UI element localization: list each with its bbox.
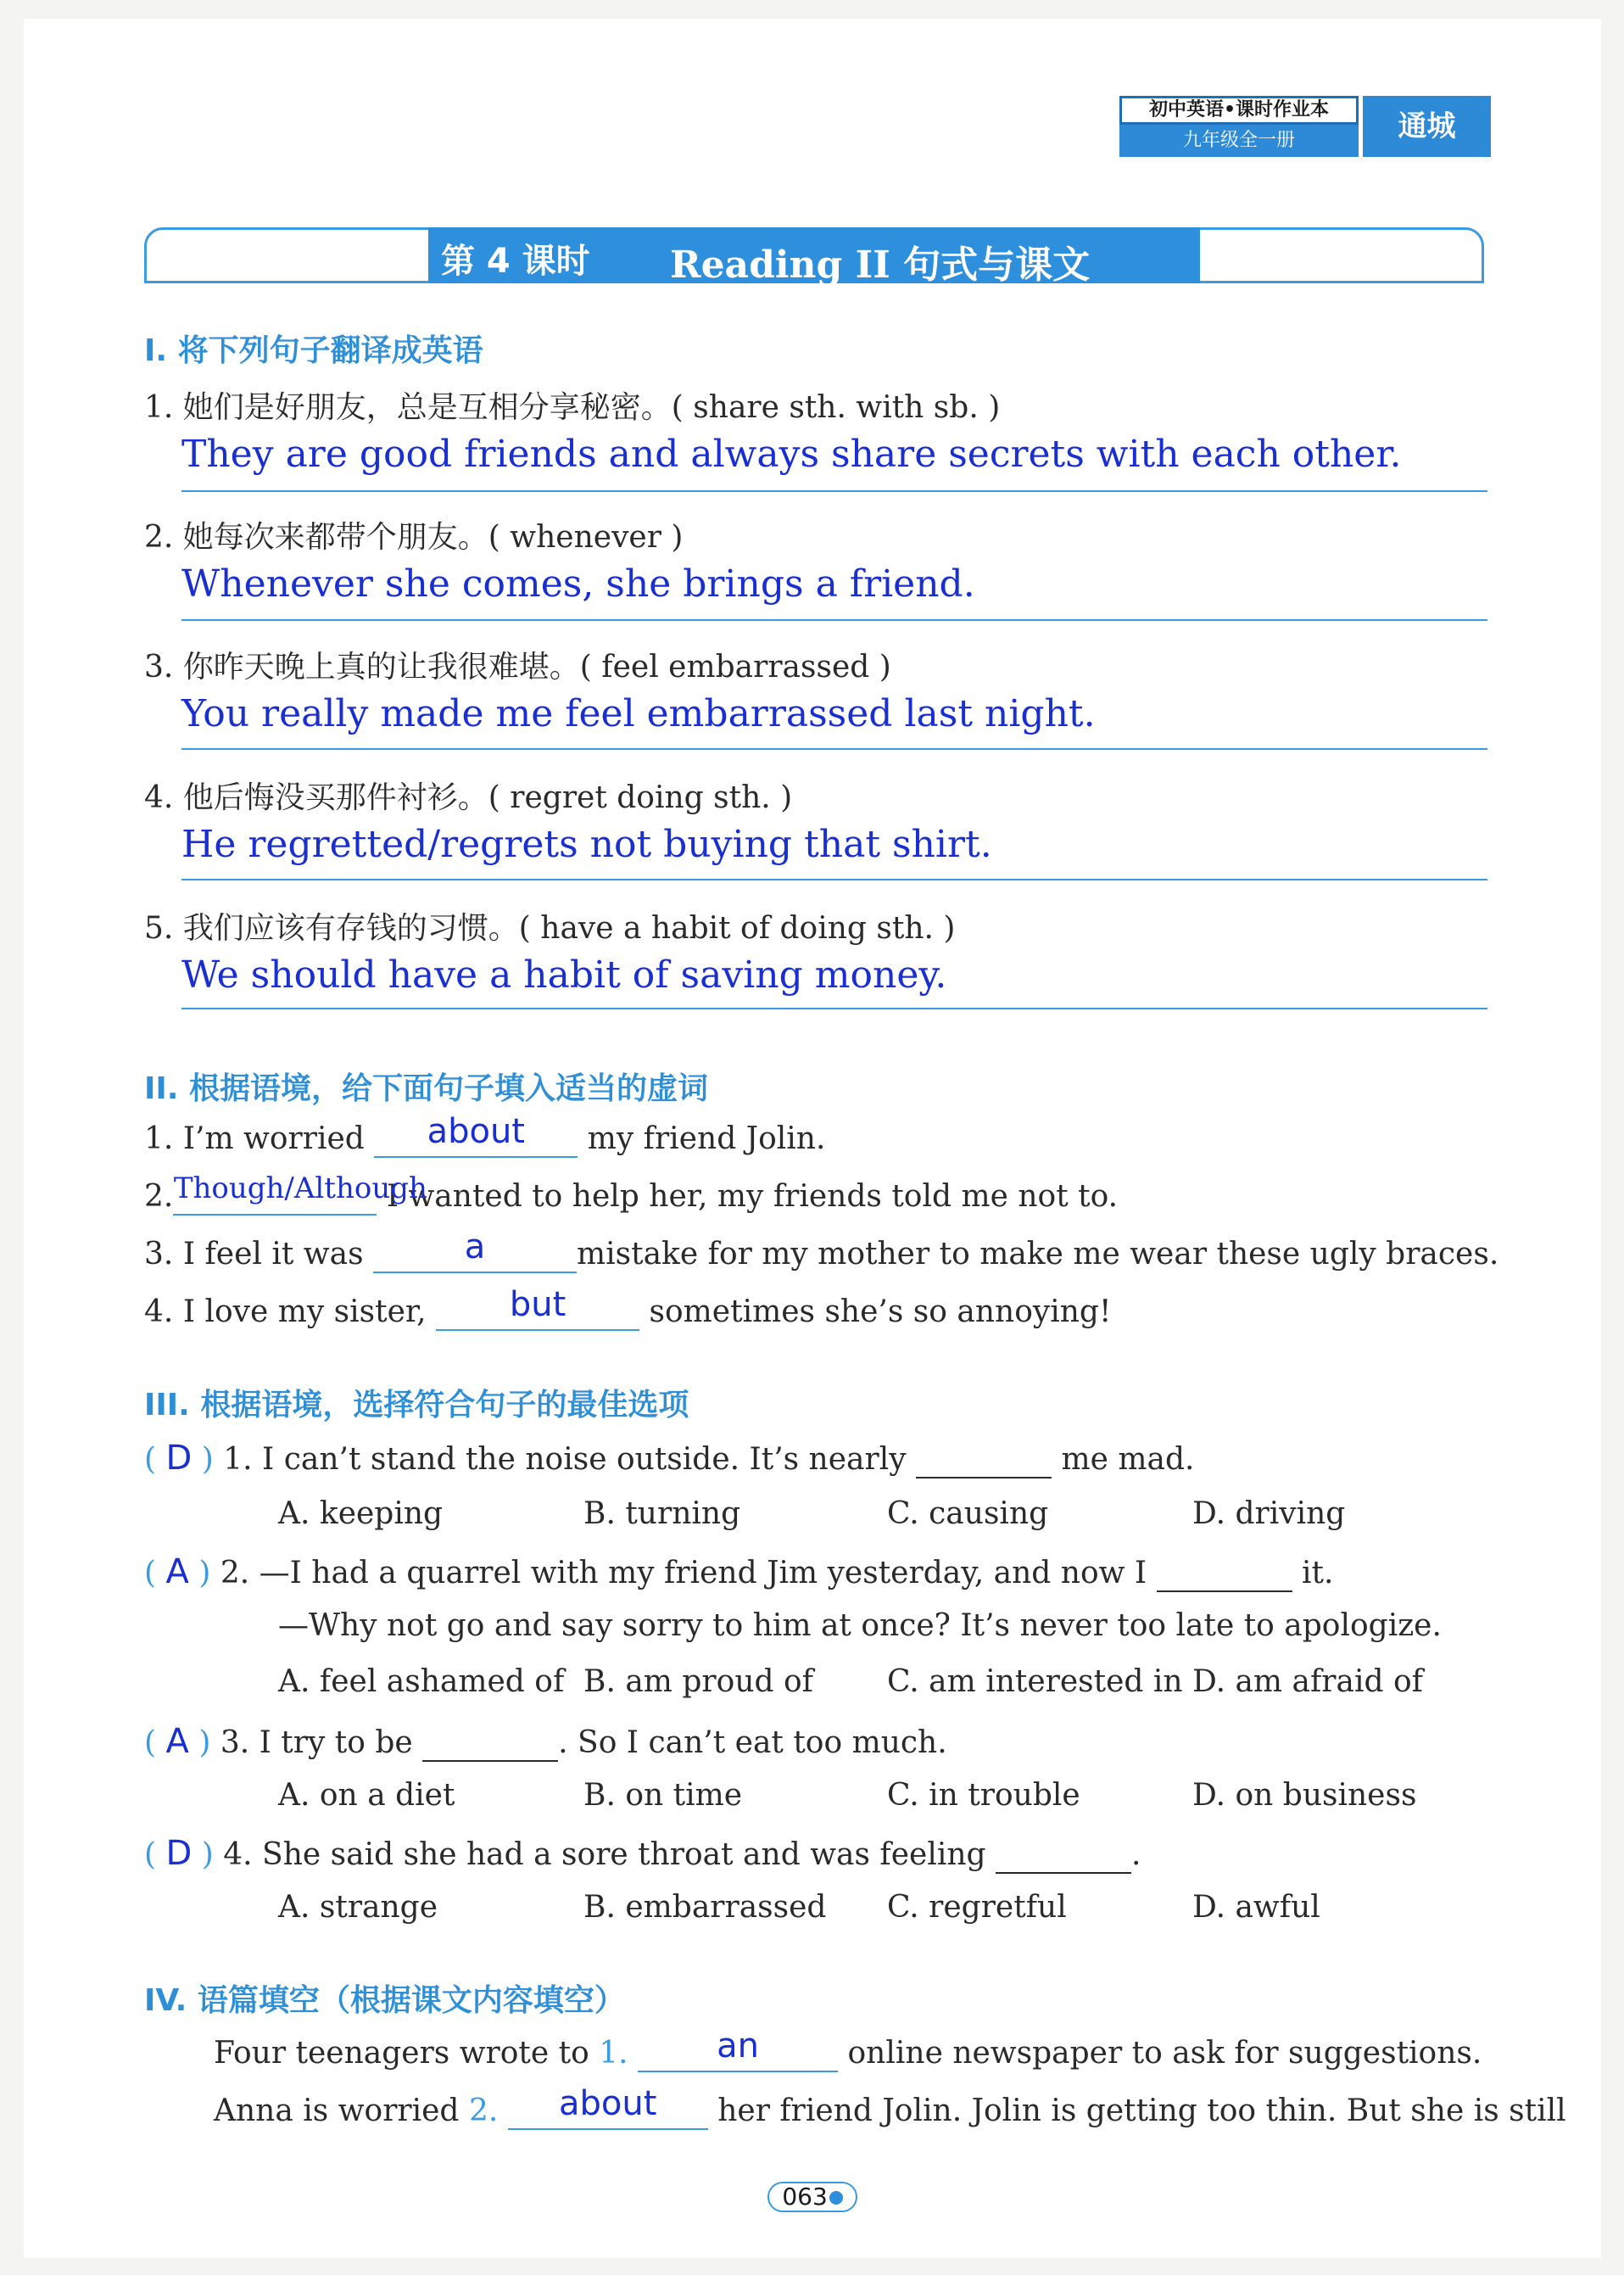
mc-4-option-d[interactable]: D. awful [1192, 1890, 1320, 1925]
mc-4-option-c[interactable]: C. regretful [887, 1890, 1067, 1925]
mc-blank-3[interactable] [422, 1725, 558, 1762]
passage-line-1: Four teenagers wrote to 1. an online newspaper to ask for suggestions. [214, 2026, 1482, 2071]
lesson-number: 第 4 课时 [441, 242, 590, 281]
fill-item-4: 4. I love my sister, but sometimes she’s so annoying! [144, 1285, 1112, 1329]
section-4-heading: IV. 语篇填空（根据课文内容填空） [144, 1983, 625, 2018]
mc-1-option-c[interactable]: C. causing [887, 1496, 1049, 1531]
mc-blank-1[interactable] [916, 1442, 1052, 1478]
brand-logo: 通城 [1363, 96, 1491, 157]
mc-1-option-b[interactable]: B. turning [583, 1496, 741, 1531]
passage-blank-1[interactable]: an [638, 2036, 838, 2072]
mc-question-1: ( D ) 1. I can’t stand the noise outside. It’s nearly me mad. [144, 1439, 1195, 1478]
fill-blank-1[interactable]: about [374, 1121, 578, 1158]
lesson-title: Reading II 句式与课文 [670, 243, 1091, 287]
mc-2-option-d[interactable]: D. am afraid of [1192, 1664, 1423, 1699]
answer-line [181, 879, 1487, 880]
passage-blank-2[interactable]: about [508, 2093, 708, 2130]
mc-blank-4[interactable] [996, 1837, 1131, 1874]
mc-3-option-c[interactable]: C. in trouble [887, 1778, 1080, 1813]
mc-3-option-b[interactable]: B. on time [583, 1778, 743, 1813]
mc-question-4: ( D ) 4. She said she had a sore throat and was feeling . [144, 1834, 1141, 1873]
fill-item-1: 1. I’m worried about my friend Jolin. [144, 1112, 826, 1156]
answer-line [181, 748, 1487, 750]
mc-2-option-c[interactable]: C. am interested in [887, 1664, 1183, 1699]
answer-line [181, 490, 1487, 492]
translation-answer-1: They are good friends and always share secrets with each other. [181, 433, 1402, 476]
fill-item-2: 2. Though/Although I wanted to help her, my friends told me not to. [144, 1171, 1119, 1214]
answer-line [181, 619, 1487, 621]
mc-question-3: ( A ) 3. I try to be . So I can’t eat too much. [144, 1722, 947, 1761]
mc-3-option-a[interactable]: A. on a diet [278, 1778, 455, 1813]
mc-answer-4: D [165, 1834, 193, 1873]
translation-prompt-5: 5. 我们应该有存钱的习惯。( have a habit of doing sth. ) [144, 911, 956, 946]
book-title: 初中英语•课时作业本 [1119, 96, 1359, 125]
fill-item-3: 3. I feel it was a mistake for my mother to make me wear these ugly braces. [144, 1227, 1499, 1272]
grade-label: 九年级全一册 [1119, 125, 1359, 157]
mc-1-option-a[interactable]: A. keeping [278, 1496, 444, 1531]
mc-4-option-a[interactable]: A. strange [278, 1890, 438, 1925]
mc-1-option-d[interactable]: D. driving [1192, 1496, 1346, 1531]
page-dot-icon [829, 2191, 843, 2205]
answer-line [181, 1008, 1487, 1009]
mc-2-option-b[interactable]: B. am proud of [583, 1664, 813, 1699]
translation-answer-4: He regretted/regrets not buying that shirt. [181, 823, 992, 866]
mc-question-2: ( A ) 2. —I had a quarrel with my friend Jim yesterday, and now I it. [144, 1552, 1334, 1591]
mc-blank-2[interactable] [1157, 1556, 1292, 1592]
section-2-heading: II. 根据语境，给下面句子填入适当的虚词 [144, 1071, 708, 1106]
section-1-heading: I. 将下列句子翻译成英语 [144, 333, 483, 368]
fill-blank-2[interactable]: Though/Although [173, 1179, 377, 1216]
page-number: 063 [767, 2182, 857, 2212]
header-badge [1119, 96, 1491, 157]
translation-prompt-2: 2. 她每次来都带个朋友。( whenever ) [144, 520, 684, 555]
translation-answer-2: Whenever she comes, she brings a friend. [181, 562, 975, 606]
translation-prompt-3: 3. 你昨天晚上真的让我很难堪。( feel embarrassed ) [144, 650, 891, 685]
mc-2-response: —Why not go and say sorry to him at once? It’s never too late to apologize. [278, 1608, 1442, 1643]
mc-2-option-a[interactable]: A. feel ashamed of [278, 1664, 565, 1699]
mc-answer-3: A [165, 1722, 189, 1761]
passage-line-2: Anna is worried 2. about her friend Jolin. Jolin is getting too thin. But she is still [214, 2084, 1566, 2128]
fill-blank-4[interactable]: but [436, 1294, 639, 1331]
mc-3-option-d[interactable]: D. on business [1192, 1778, 1417, 1813]
translation-answer-5: We should have a habit of saving money. [181, 953, 947, 997]
translation-prompt-1: 1. 她们是好朋友，总是互相分享秘密。( share sth. with sb. ) [144, 390, 1001, 425]
fill-blank-3[interactable]: a [373, 1237, 577, 1273]
mc-answer-2: A [165, 1552, 189, 1591]
mc-4-option-b[interactable]: B. embarrassed [583, 1890, 827, 1925]
translation-answer-3: You really made me feel embarrassed last night. [181, 692, 1096, 735]
mc-answer-1: D [165, 1439, 193, 1478]
section-3-heading: III. 根据语境，选择符合句子的最佳选项 [144, 1388, 689, 1423]
translation-prompt-4: 4. 他后悔没买那件衬衫。( regret doing sth. ) [144, 780, 793, 815]
